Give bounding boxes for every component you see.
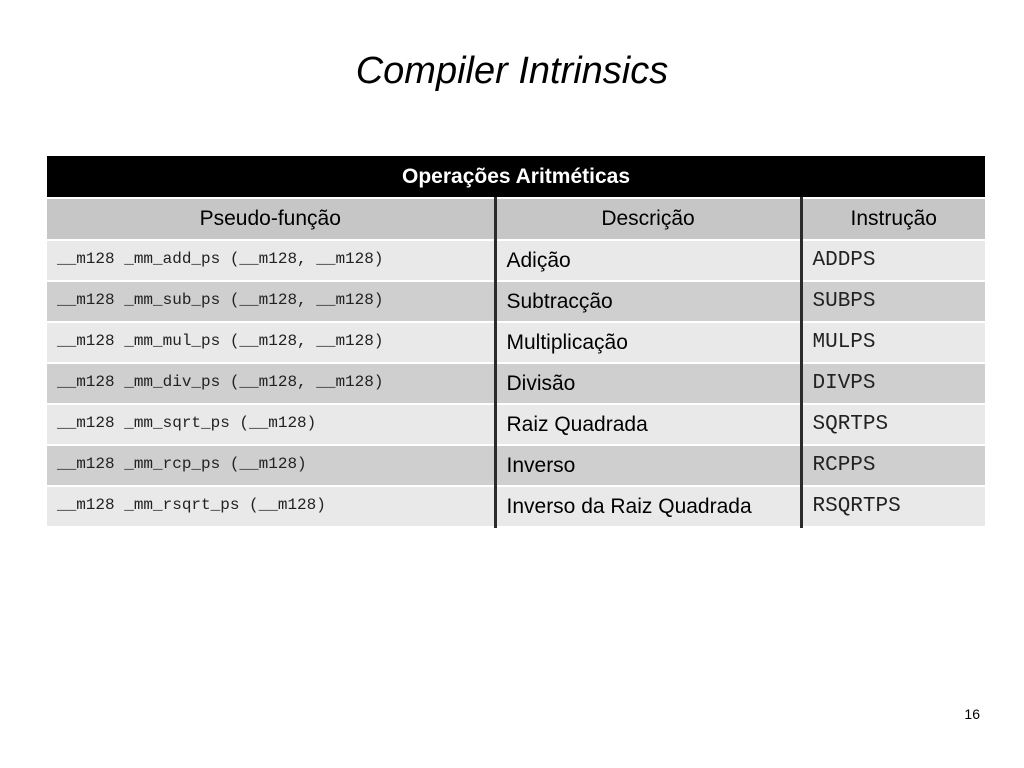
arithmetic-operations-table-container bbox=[47, 156, 985, 528]
pseudo-function-cell: __m128 _mm_rsqrt_ps (__m128) bbox=[47, 486, 495, 527]
table-row bbox=[47, 363, 985, 404]
table-row bbox=[47, 240, 985, 281]
table-banner-row bbox=[47, 156, 985, 198]
description-cell: Adição bbox=[495, 240, 801, 281]
pseudo-function-cell: __m128 _mm_add_ps (__m128, __m128) bbox=[47, 240, 495, 281]
column-header-pseudo-function: Pseudo-função bbox=[47, 198, 495, 240]
column-header-instruction: Instrução bbox=[801, 198, 985, 240]
table-banner: Operações Aritméticas bbox=[47, 156, 985, 198]
description-cell: Inverso bbox=[495, 445, 801, 486]
table-row bbox=[47, 445, 985, 486]
description-cell: Divisão bbox=[495, 363, 801, 404]
description-cell: Subtracção bbox=[495, 281, 801, 322]
pseudo-function-cell: __m128 _mm_rcp_ps (__m128) bbox=[47, 445, 495, 486]
pseudo-function-cell: __m128 _mm_mul_ps (__m128, __m128) bbox=[47, 322, 495, 363]
pseudo-function-cell: __m128 _mm_sqrt_ps (__m128) bbox=[47, 404, 495, 445]
instruction-cell: RCPPS bbox=[801, 445, 985, 486]
pseudo-function-cell: __m128 _mm_sub_ps (__m128, __m128) bbox=[47, 281, 495, 322]
column-header-description: Descrição bbox=[495, 198, 801, 240]
instruction-cell: DIVPS bbox=[801, 363, 985, 404]
pseudo-function-cell: __m128 _mm_div_ps (__m128, __m128) bbox=[47, 363, 495, 404]
slide-title: Compiler Intrinsics bbox=[355, 50, 669, 92]
description-cell: Inverso da Raiz Quadrada bbox=[495, 486, 801, 527]
table-row bbox=[47, 281, 985, 322]
instruction-cell: ADDPS bbox=[801, 240, 985, 281]
instruction-cell: SQRTPS bbox=[801, 404, 985, 445]
instruction-cell: SUBPS bbox=[801, 281, 985, 322]
instruction-cell: RSQRTPS bbox=[801, 486, 985, 527]
table-row bbox=[47, 322, 985, 363]
table-row bbox=[47, 486, 985, 527]
table-header-row bbox=[47, 198, 985, 240]
table-row bbox=[47, 404, 985, 445]
instruction-cell: MULPS bbox=[801, 322, 985, 363]
arithmetic-operations-table bbox=[47, 156, 985, 528]
description-cell: Multiplicação bbox=[495, 322, 801, 363]
page-number: 16 bbox=[964, 706, 980, 722]
description-cell: Raiz Quadrada bbox=[495, 404, 801, 445]
